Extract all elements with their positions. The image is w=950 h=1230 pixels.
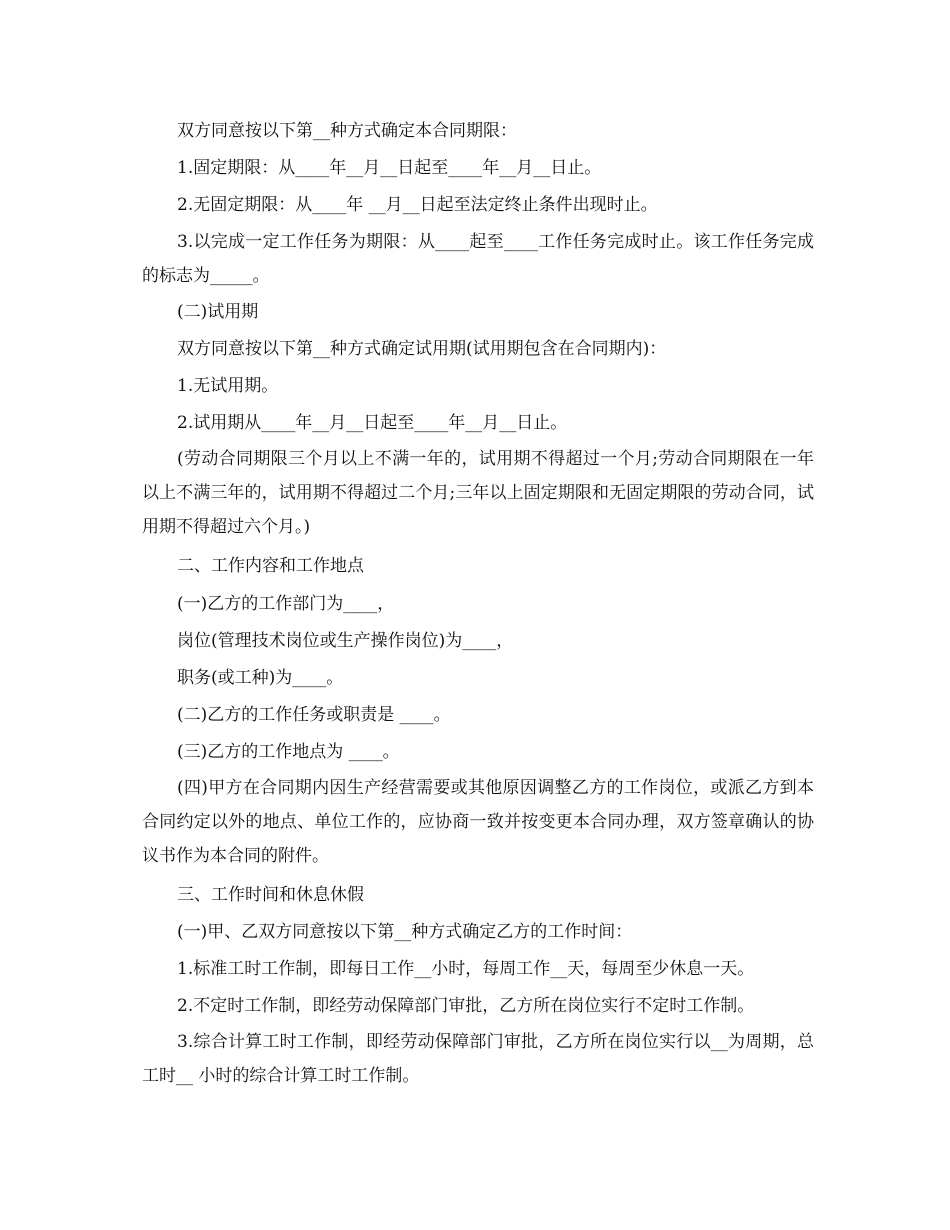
- paragraph: (三)乙方的工作地点为 ____。: [177, 742, 400, 762]
- paragraph: (劳动合同期限三个月以上不满一年的，试用期不得超过一个月;劳动合同期限在一年以上不满三年的，试用期不得超过二个月;三年以上固定期限和无固定期限的劳动合同，试用期不得超过六个月。): [142, 449, 814, 537]
- paragraph: (一)乙方的工作部门为____，: [177, 594, 395, 614]
- paragraph: 3.综合计算工时工作制，即经劳动保障部门审批，乙方所在岗位实行以__为周期，总工时__ 小时的综合计算工时工作制。: [142, 1032, 814, 1086]
- paragraph: 双方同意按以下第__种方式确定试用期(试用期包含在合同期内)：: [177, 339, 667, 359]
- paragraph: 2.不定时工作制，即经劳动保障部门审批，乙方所在岗位实行不定时工作制。: [177, 996, 755, 1016]
- paragraph: 3.以完成一定工作任务为期限：从____起至____工作任务完成时止。该工作任务完成的标志为_____。: [142, 232, 814, 286]
- paragraph: 双方同意按以下第__种方式确定本合同期限：: [177, 121, 517, 141]
- section-heading: (二)试用期: [177, 302, 259, 322]
- section-heading: 二、工作内容和工作地点: [177, 556, 364, 576]
- section-heading: 三、工作时间和休息休假: [177, 885, 364, 905]
- paragraph: 2.试用期从____年__月__日起至____年__月__日止。: [177, 413, 568, 433]
- paragraph: 2.无固定期限：从____年 __月__日起至法定终止条件出现时止。: [177, 195, 658, 215]
- paragraph: 岗位(管理技术岗位或生产操作岗位)为____，: [177, 631, 514, 651]
- paragraph: 职务(或工种)为____。: [177, 668, 344, 688]
- paragraph: 1.标准工时工作制，即每日工作__小时，每周工作__天，每周至少休息一天。: [177, 959, 755, 979]
- paragraph: 1.无试用期。: [177, 376, 279, 396]
- paragraph: 1.固定期限：从____年__月__日起至____年__月__日止。: [177, 158, 602, 178]
- paragraph: (一)甲、乙双方同意按以下第__种方式确定乙方的工作时间：: [177, 922, 633, 942]
- paragraph: (四)甲方在合同期内因生产经营需要或其他原因调整乙方的工作岗位，或派乙方到本合同约定以外的地点、单位工作的，应协商一致并按变更本合同办理，双方签章确认的协议书作为本合同的附件。: [142, 778, 814, 866]
- paragraph: (二)乙方的工作任务或职责是 ____。: [177, 705, 451, 725]
